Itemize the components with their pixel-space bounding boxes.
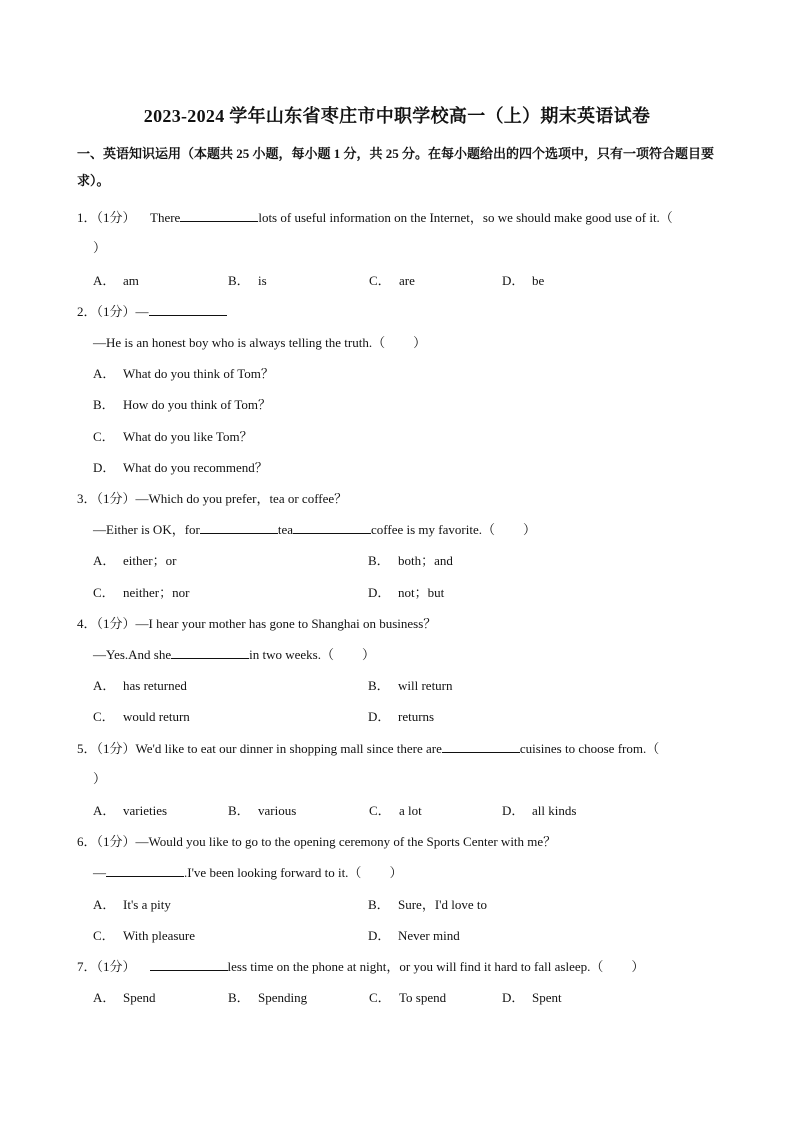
question-7: 7．（1分） less time on the phone at night，or you will find it hard to fall asleep.（ ） bbox=[77, 959, 645, 974]
option-c: C． With pleasure bbox=[93, 928, 196, 943]
question-1-close: ） bbox=[93, 240, 107, 255]
question-6-line2: — .I've been looking forward to it.（ ） bbox=[93, 865, 403, 880]
answer-blank bbox=[150, 958, 228, 971]
option-b: B． Spending bbox=[228, 990, 308, 1005]
question-number: 2．（1分） bbox=[77, 304, 136, 319]
question-3-line2: —Either is OK，for tea coffee is my favorite.（ ） bbox=[93, 522, 536, 537]
question-4-line2: —Yes.And she in two weeks.（ ） bbox=[93, 647, 376, 662]
option-d: D． not；but bbox=[368, 585, 445, 600]
option-c: C． would return bbox=[93, 709, 190, 724]
answer-blank bbox=[442, 740, 520, 753]
question-number: 6．（1分） bbox=[77, 834, 136, 849]
option-c: C． What do you like Tom？ bbox=[93, 429, 253, 444]
question-2-line2: —He is an honest boy who is always telling the truth.（ ） bbox=[93, 335, 427, 350]
question-number: 1．（1分） bbox=[77, 210, 136, 225]
option-c: C． neither；nor bbox=[93, 585, 190, 600]
option-a: A． Spend bbox=[93, 990, 156, 1005]
option-d: D． Spent bbox=[502, 990, 562, 1005]
question-6: 6．（1分）—Would you like to go to the opening ceremony of the Sports Center with me？ bbox=[77, 834, 557, 849]
option-b: B． various bbox=[228, 803, 297, 818]
option-a: A． It's a pity bbox=[93, 897, 171, 912]
option-a: A． either；or bbox=[93, 553, 177, 568]
option-c: C． are bbox=[369, 273, 415, 288]
option-c: C． To spend bbox=[369, 990, 447, 1005]
option-b: B． both；and bbox=[368, 553, 453, 568]
option-d: D． returns bbox=[368, 709, 435, 724]
section-heading: 一、英语知识运用（本题共 25 小题，每小题 1 分，共 25 分。在每小题给出的四个选项中，只有一项符合题目要求）。 bbox=[77, 146, 715, 188]
answer-blank bbox=[106, 864, 184, 877]
option-a: A． has returned bbox=[93, 678, 187, 693]
option-c: C． a lot bbox=[369, 803, 422, 818]
question-2: 2．（1分）— bbox=[77, 301, 227, 320]
question-number: 5．（1分） bbox=[77, 741, 136, 756]
question-number: 7．（1分） bbox=[77, 959, 136, 974]
option-b: B． is bbox=[228, 273, 267, 288]
option-d: D． all kinds bbox=[502, 803, 577, 818]
answer-blank bbox=[171, 646, 249, 659]
question-4: 4．（1分）—I hear your mother has gone to Shanghai on business？ bbox=[77, 616, 437, 631]
question-number: 4．（1分） bbox=[77, 616, 136, 631]
option-a: A． am bbox=[93, 273, 139, 288]
question-number: 3．（1分） bbox=[77, 491, 136, 506]
option-d: D． be bbox=[502, 273, 545, 288]
answer-blank bbox=[180, 209, 258, 222]
option-b: B． Sure，I'd love to bbox=[368, 897, 487, 912]
option-d: D． Never mind bbox=[368, 928, 460, 943]
page-title: 2023-2024 学年山东省枣庄市中职学校高一（上）期末英语试卷 bbox=[143, 106, 651, 126]
option-a: A． What do you think of Tom？ bbox=[93, 366, 274, 381]
answer-blank bbox=[149, 303, 227, 316]
option-b: B． How do you think of Tom？ bbox=[93, 397, 271, 412]
question-5-close: ） bbox=[93, 771, 107, 786]
question-1: 1．（1分） There lots of useful information on the Internet，so we should make good use of it.（ bbox=[77, 210, 673, 225]
question-5: 5．（1分）We'd like to eat our dinner in shopping mall since there are cuisines to choose from.（ bbox=[77, 741, 660, 756]
option-a: A． varieties bbox=[93, 803, 168, 818]
option-d: D． What do you recommend？ bbox=[93, 460, 268, 475]
option-b: B． will return bbox=[368, 678, 453, 693]
question-3: 3．（1分）—Which do you prefer，tea or coffee？ bbox=[77, 491, 348, 506]
answer-blank bbox=[293, 521, 371, 534]
answer-blank bbox=[200, 521, 278, 534]
